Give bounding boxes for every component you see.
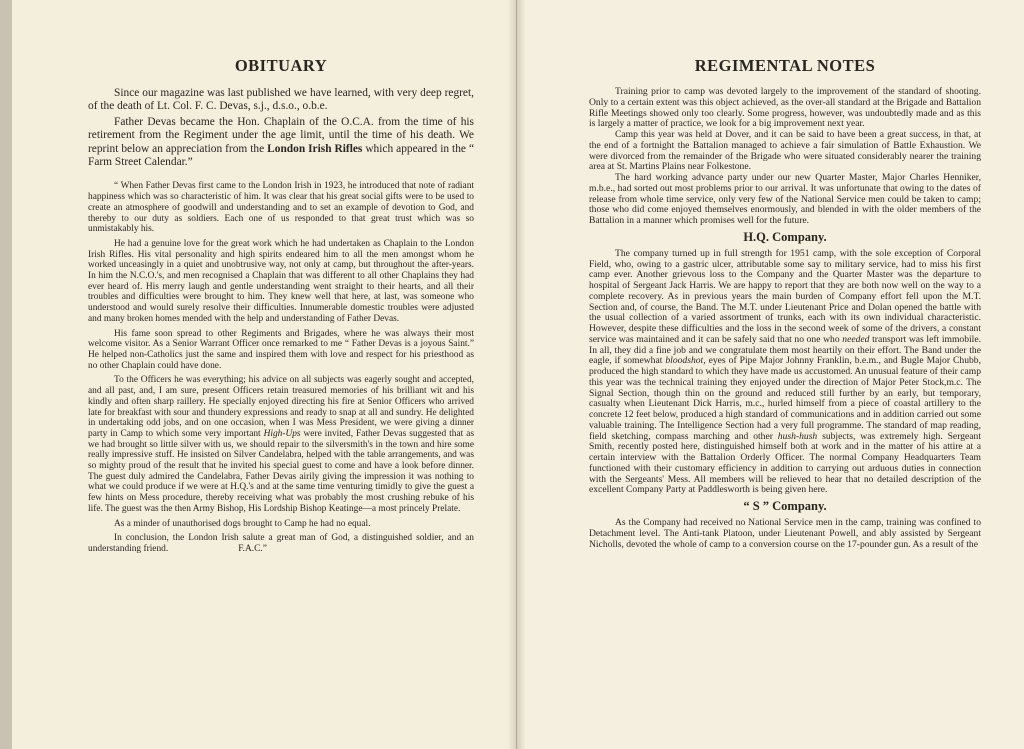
left-page bbox=[12, 0, 517, 749]
hq-company-paragraph bbox=[589, 249, 981, 496]
hq-italic-needed: needed bbox=[842, 333, 870, 345]
s-company-heading: “ S ” Company. bbox=[743, 499, 827, 513]
quote-6-text: In conclusion, the London Irish salute a great man of God, a distinguished soldier, and an understanding friend. bbox=[88, 533, 474, 554]
hq-text-b: transport was left immobile. In all, they did a fine job and we congratulate them most heartily on their effort. The Band under the eagle, if somewhat bbox=[589, 333, 982, 367]
intro-text-a: Father Devas became the Hon. Chaplain of the O.C.A. from the time of his retirement from the Regiment under the age limit, until the time of his death. We reprint below an appreciation from the bbox=[88, 115, 474, 155]
intro-text-b: which appeared in the “ Farm Street Calendar.” bbox=[88, 142, 474, 169]
hq-company-heading: H.Q. Company. bbox=[743, 229, 827, 244]
s-company-paragraph: As the Company had received no National Service men in the camp, training was confined to Detachment level. The Anti-tank Platoon, under Lieutenant Powell, and ably assisted by Sergeant Nicholls, devoted the whole of camp to a conversion course on the 17-pounder gun. As a result of the bbox=[589, 517, 981, 550]
obituary-title: OBITUARY bbox=[234, 56, 328, 75]
notes-paragraph-1: Training prior to camp was devoted largely to the improvement of the standard of shooting. Only to a certain extent was this object achieved, as the over-all standard at the Brigade and Battalion Rifle Meetings showed only too clearly. Some progress, however, was undoubtedly made and as this is largely a matter of practice, we look for a big improvement next year. bbox=[589, 86, 981, 130]
quote-paragraph-6 bbox=[88, 533, 474, 554]
regimental-notes-title: REGIMENTAL NOTES bbox=[694, 56, 876, 75]
spine-gutter bbox=[508, 0, 526, 749]
hq-text-d: subjects, was extremely high. Sergeant Smith, recently posted here, distinguished himself both at work and in the matter of his attire at a certain interview with the Battalion Orderly Officer. The normal Company Headquarters Team functioned with their customary efficiency in addition to carrying out arduous duties in connection with the Sergeants' Mess. All members will be relieved to hear that no detailed description of the excellent Company Party at Paddlesworth is being given here. bbox=[589, 430, 981, 496]
quote-paragraph-3: His fame soon spread to other Regiments and Brigades, where he was always their most welcome visitor. As a Senior Warrant Officer once remarked to me “ Father Devas is a joyous Saint.” He helped non-Catholics just the same and inspired them with love and respect for his priesthood as no other Chaplain could have done. bbox=[88, 328, 474, 371]
obituary-column bbox=[88, 56, 474, 559]
right-page bbox=[517, 0, 1024, 749]
notes-paragraph-3: The hard working advance party under our new Quarter Master, Major Charles Henniker, m.b.e., had sorted out most problems prior to our arrival. It was unfortunate that owing to the dates of release from whole time service, only very few of the National Service men could be taken to camp; those who did come enjoyed themselves enormously, and blended in with the older members of the Battalion in a manner which promises well for the future. bbox=[589, 172, 981, 226]
hq-text-a: The company turned up in full strength for 1951 camp, with the sole exception of Corporal Field, who, owing to a gastric ulcer, attributable some say to military service, had to miss his first camp ever. Another grievous loss to the Company and the Quarter Master was the departure to hospital of Sergeant Jack Harris. We are happy to report that they are both now well on the way to a complete recovery. As in previous years the main burden of Company effort fell upon the M.T. Section and, of course, the Band. The M.T. under Lieutenant Price and Dolan opened the battle with the usual collection of a varied assortment of trunks, each with its own individual characteristic. However, despite these difficulties and the loss in the second week of some of the drivers, a constant service was maintained and it can be safely said that no one who bbox=[589, 247, 981, 345]
quote-4-text-a: To the Officers he was everything; his advice on all subjects was eagerly sought and accepted, and all past, and, I am sure, present Officers retain treasured memories of his brilliant wit and his kindly and often sharp raillery. He specially enjoyed directing his fire at Senior Officers who arrived late for breakfast with sour and thundery expressions and ready to snap at all and sundry. He delighted in undertaking odd jobs, and on one occasion, when I was Mess President, we were giving a dinner party in Camp to which some very important bbox=[88, 375, 474, 439]
intro-bold-source: London Irish Rifles bbox=[267, 142, 363, 155]
quote-4-text-b: were invited, Father Devas suggested that as we had brought so little silver with us, we should repair to the silversmith's in the town and hire some really impressive stuff. He insisted on Silver Candelabra, helped with the table arrangements, and was so mighty proud of the result that he invited his special guest to come and have a look before dinner. The guest duly admired the Candelabra, Father Devas airily giving the impression it was nothing to what we could produce if we were at H.Q.'s and at the same time venturing timidly to give the guest a few hints on Mess procedure, thereby receiving what was probably the most crushing rebuke of his life. The guest was the then Army Bishop, His Lordship Bishop Keatinge—a most princely Prelate. bbox=[88, 428, 474, 514]
hq-italic-bloodshot: bloodshot, bbox=[665, 355, 706, 367]
notes-paragraph-2: Camp this year was held at Dover, and it can be said to have been a great success, in that, at the end of a fortnight the Battalion managed to achieve a fair simulation of Battle Exhaustion. We were divorced from the remainder of the Brigade who were situated considerably nearer the training area at St. Martins Plains near Folkestone. bbox=[589, 129, 981, 173]
quote-paragraph-1: “ When Father Devas first came to the London Irish in 1923, he introduced that note of radiant happiness which was so characteristic of him. It was clear that his great social gifts were to be used to create an atmosphere of goodwill and understanding and to set an example of devotion to God, and thereby to our duty as soldiers. Each one of us responded to that great trust which was so unmistakably his. bbox=[88, 181, 474, 235]
signature: F.A.C.” bbox=[238, 543, 267, 554]
quote-4-italic: High-Ups bbox=[263, 428, 301, 439]
regimental-notes-column bbox=[589, 56, 981, 550]
quote-paragraph-4 bbox=[88, 375, 474, 514]
quote-paragraph-2: He had a genuine love for the great work which he had undertaken as Chaplain to the London Irish Rifles. His vital personality and high spirits endeared him to all the men amongst whom he worked unceasingly in a quiet and unobtrusive way, not only at camp, but throughout the after-years. In him the N.C.O.'s, and men recognised a Chaplain that was different to all other Chaplains they had ever heard of. His merry laugh and gentle understanding went straight to their hearts, and all their troubles and difficulties were brought to him. They knew well that here, at last, was someone who understood and would surely resolve their difficulties. Innumerable domestic troubles were adjusted and many broken homes mended with the help and understanding of Father Devas. bbox=[88, 238, 474, 324]
hq-italic-hush: hush-hush bbox=[777, 430, 818, 442]
intro-paragraph-2 bbox=[88, 116, 474, 170]
intro-paragraph-1: Since our magazine was last published we have learned, with very deep regret, of the death of Lt. Col. F. C. Devas, s.j., d.s.o., o.b.e. bbox=[88, 87, 474, 113]
quote-paragraph-5: As a minder of unauthorised dogs brought to Camp he had no equal. bbox=[114, 518, 371, 529]
hq-text-c: eyes of Pipe Major Johnny Franklin, b.e.m., and Bugle Major Chubb, produced the high standard to which they have made us accustomed. An unusual feature of their camp this year was the technical training they enjoyed under the direction of Major Peter Stock,m.c. The Signal Section, though thin on the ground and reduced still further by an early, but temporary, casualty when Lieutenant Dick Harris, m.c., hurled himself from a piece of coastal artillery to the concrete 12 feet below, produced a high standard of communications and in addition carried out some valuable training. The Intelligence Section had a very full programme. The standard of map reading, field sketching, compass marching and other bbox=[589, 355, 982, 442]
